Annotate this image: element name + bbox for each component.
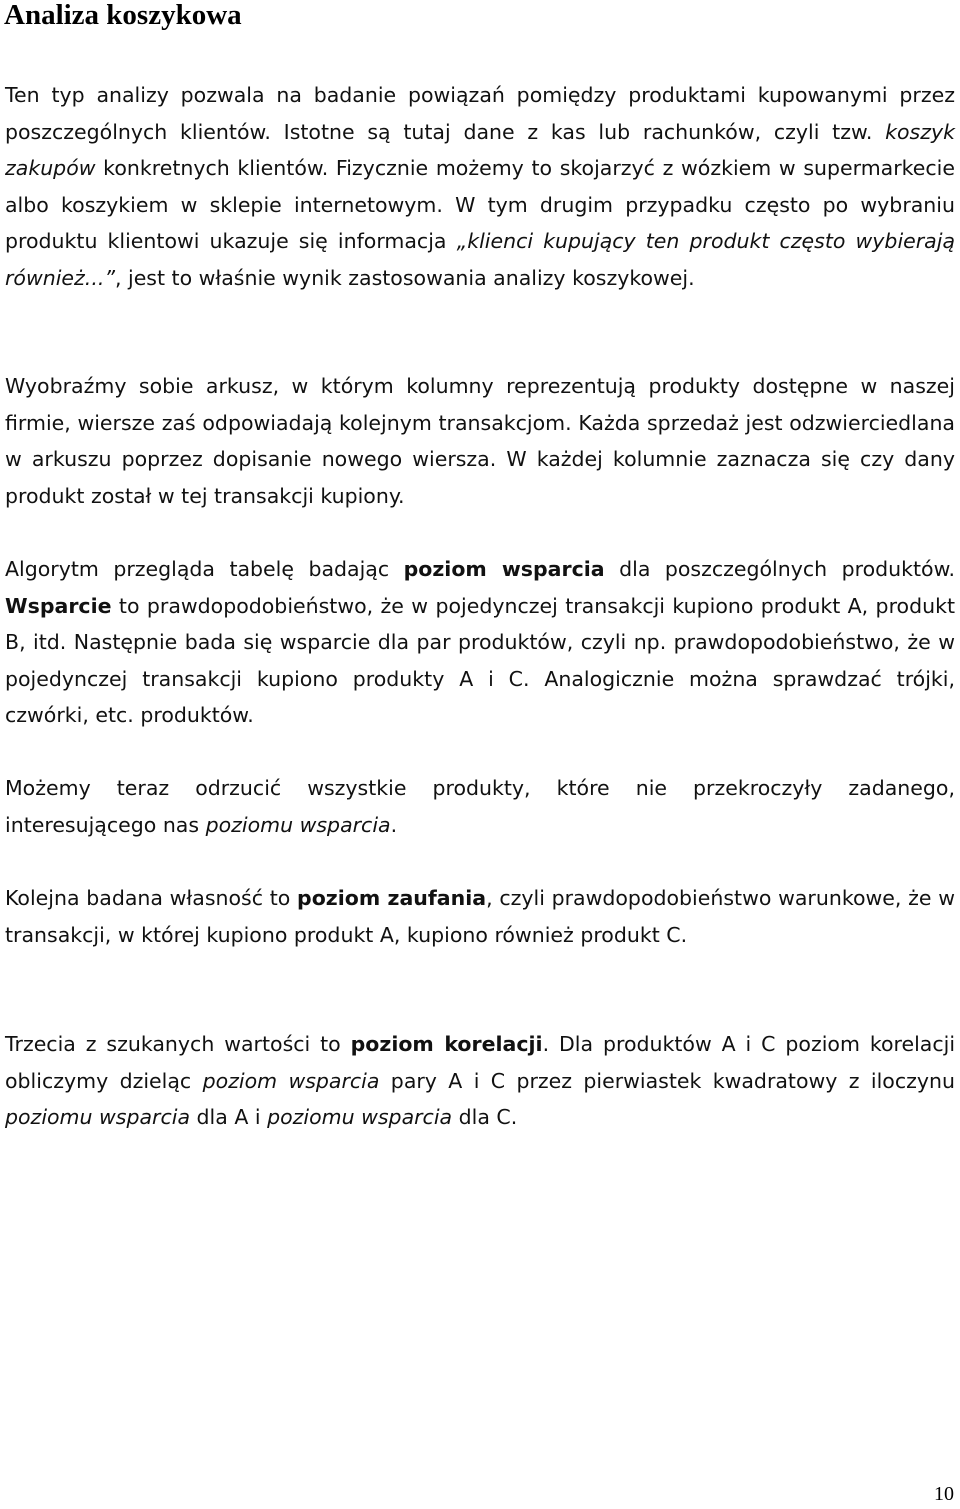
paragraph-confidence [5, 880, 955, 953]
text-span: . [390, 812, 398, 837]
text-span: Trzecia z szukanych wartości to [5, 1032, 351, 1056]
bold-term: poziom zaufania [297, 886, 487, 910]
bold-term: poziom korelacji [350, 1032, 543, 1056]
text-span: Ten typ analizy pozwala na badanie powiązań pomiędzy produktami kupowanymi przez poszczególnych klientów. Istotne są tutaj dane z kas lub rachunków, czyli tzw. [5, 83, 955, 144]
page-title: Analiza koszykowa [4, 0, 242, 31]
text-span: Wyobraźmy sobie arkusz, w którym kolumny reprezentują produkty dostępne w naszej firmie, wiersze zaś odpowiadają kolejnym transakcjom. Każda sprzedaż jest odzwierciedlana w arkuszu poprzez dopisanie nowego wiersza. W każdej kolumnie zaznacza się czy dany produkt został w tej transakcji kupiony. [5, 374, 955, 508]
text-span: Algorytm przegląda tabelę badając [5, 557, 404, 581]
bold-term: Wsparcie [5, 593, 112, 618]
text-span: Kolejna badana własność to [5, 886, 298, 910]
text-span: to prawdopodobieństwo, że w pojedynczej transakcji kupiono produkt A, produkt B, itd. Następnie bada się wsparcie dla par produktów, czyli np. prawdopodobieństwo, że w pojedynczej transakcji kupiono produkty A i C. Analogicznie można sprawdzać trójki, czwórki, etc. produktów. [5, 593, 955, 728]
page-number: 10 [934, 1483, 954, 1505]
text-span: . Dla produktów A i C poziom korelacji obliczymy dzieląc [5, 1032, 956, 1093]
paragraph-correlation [5, 1026, 955, 1136]
bold-term: poziom wsparcia [403, 557, 605, 581]
text-span: , czyli prawdopodobieństwo warunkowe, że w transakcji, w której kupiono produkt A, kupiono również produkt C. [5, 886, 955, 947]
italic-quote: „klienci kupujący ten produkt często wybierają również...” [5, 229, 956, 290]
text-span: dla C. [452, 1105, 518, 1130]
text-span: dla A i [190, 1105, 268, 1130]
paragraph-filter [5, 770, 955, 843]
text-span: Możemy teraz odrzucić wszystkie produkty, które nie przekroczyły zadanego, interesującego nas [5, 776, 955, 837]
italic-term: poziom wsparcia [202, 1068, 380, 1093]
italic-term: poziomu wsparcia [205, 812, 391, 837]
paragraph-intro [5, 77, 955, 297]
italic-term: koszyk zakupów [5, 119, 955, 181]
italic-term: poziomu wsparcia [5, 1105, 191, 1130]
text-span: pary A i C przez pierwiastek kwadratowy z iloczynu [379, 1068, 955, 1093]
text-span: konkretnych klientów. Fizycznie możemy to skojarzyć z wózkiem w supermarkecie albo koszykiem w sklepie internetowym. W tym drugim przypadku często po wybraniu produktu klientowi ukazuje się informacja [5, 156, 955, 254]
text-span: , jest to właśnie wynik zastosowania analizy koszykowej. [114, 265, 695, 290]
paragraph-support [5, 551, 955, 734]
text-span: dla poszczególnych produktów. [604, 557, 955, 581]
italic-term: poziomu wsparcia [267, 1105, 453, 1130]
paragraph-spreadsheet [5, 368, 955, 514]
